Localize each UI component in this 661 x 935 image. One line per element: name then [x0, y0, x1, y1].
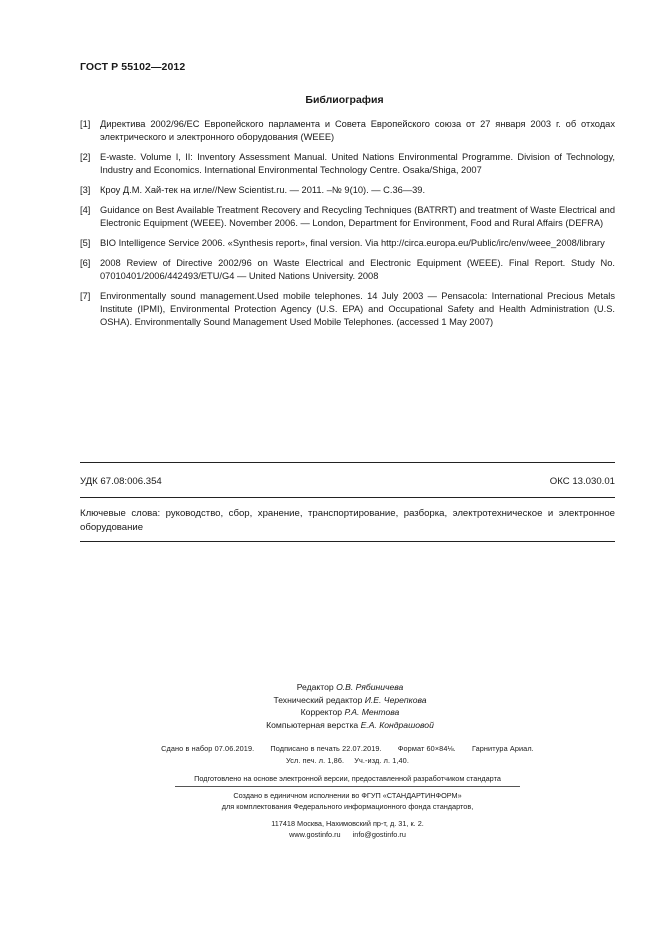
divider-top — [80, 462, 615, 463]
bibliography-item-number: [4] — [80, 205, 91, 215]
bibliography-item — [80, 237, 615, 250]
publisher-web-line — [80, 830, 615, 841]
credit-line — [200, 681, 500, 694]
paper-format: Формат 60×84⅛. — [397, 744, 456, 753]
publisher-address: 117418 Москва, Нахимовский пр-т, д. 31, к. 2. — [271, 819, 424, 828]
bibliography-item — [80, 151, 615, 177]
credit-line — [200, 719, 500, 732]
signed-date: Подписано в печать 22.07.2019. — [270, 744, 382, 753]
typeface: Гарнитура Ариал. — [471, 744, 534, 753]
bibliography-item-text: BIO Intelligence Service 2006. «Synthesis report», final version. Via http://circa.europa.eu/Public/irc/env/weee_2008/library — [100, 238, 605, 248]
divider-middle — [80, 497, 615, 498]
credit-person: Е.А. Кондрашовой — [360, 719, 434, 730]
publisher-line-1: Создано в единичном исполнении во ФГУП «СТАНДАРТИНФОРМ» — [233, 791, 462, 800]
email-link[interactable]: info@gostinfo.ru — [352, 829, 406, 839]
publisher-contacts — [80, 819, 615, 840]
bibliography-item-text: 2008 Review of Directive 2002/96 on Waste Electrical and Electronic Equipment (WEEE). Final Report. Study No. 07010401/2006/442493/ETU/G4 — United Nations University. 2008 — [100, 258, 615, 281]
bibliography-item-number: [1] — [80, 119, 91, 129]
bibliography-item-number: [7] — [80, 291, 91, 301]
credit-line — [200, 706, 500, 719]
publisher-line-2: для комплектования Федерального информационного фонда стандартов, — [221, 801, 474, 811]
bibliography-item-number: [3] — [80, 185, 91, 195]
bibliography-item-number: [2] — [80, 152, 91, 162]
credit-person: Р.А. Ментова — [344, 707, 400, 717]
standard-number: ГОСТ Р 55102—2012 — [80, 61, 186, 73]
bibliography-item-number: [5] — [80, 238, 91, 248]
bibliography-item-text: E-waste. Volume I, II: Inventory Assessment Manual. United Nations Environmental Programme. Division of Technology, Industry and Economics. International Environmental Technology Centre. Osaka/Shiga, 2007 — [100, 152, 615, 175]
bibliography-list — [80, 118, 615, 336]
bibliography-title: Библиография — [305, 94, 384, 106]
udk-code: УДК 67.08:006.354 — [80, 476, 162, 487]
credit-role: Технический редактор — [273, 694, 363, 705]
credit-line — [200, 694, 500, 707]
credit-person: О.В. Рябиничева — [336, 682, 404, 692]
print-info — [80, 743, 615, 767]
print-info-line-2 — [80, 755, 615, 767]
publisher-divider — [175, 786, 520, 787]
bibliography-item — [80, 118, 615, 144]
divider-bottom — [80, 541, 615, 542]
publishing-sheets: Уч.-изд. л. 1,40. — [354, 756, 409, 765]
credit-role: Компьютерная верстка — [266, 719, 359, 730]
credits-block — [200, 681, 500, 731]
bibliography-item-text: Guidance on Best Available Treatment Recovery and Recycling Techniques (BATRRT) and treatment of Waste Electrical and Electronic Equipment (WEEE). November 2006. — London, Department for Environment, Food and Rural Affairs (DEFRA) — [100, 205, 615, 228]
bibliography-item-text: Директива 2002/96/ЕС Европейского парламента и Совета Европейского союза от 27 января 2003 г. об отходах электрического и электронного оборудования (WEEE) — [100, 119, 615, 142]
credit-role: Редактор — [296, 682, 334, 692]
print-info-line-1 — [80, 743, 615, 755]
set-date: Сдано в набор 07.06.2019. — [161, 744, 255, 753]
bibliography-item-text: Кроу Д.М. Хай-тек на игле//New Scientist.ru. — 2011. –№ 9(10). — С.36—39. — [100, 185, 426, 195]
oks-code: ОКС 13.030.01 — [549, 476, 615, 487]
print-sheets: Усл. печ. л. 1,86. — [286, 756, 345, 765]
publisher-block — [80, 791, 615, 812]
keywords: Ключевые слова: руководство, сбор, хранение, транспортирование, разборка, электротехническое и электронное оборудование — [80, 508, 615, 533]
credit-role: Корректор — [300, 707, 343, 717]
bibliography-item — [80, 257, 615, 283]
credit-person: И.Е. Черепкова — [364, 694, 427, 705]
bibliography-item — [80, 184, 615, 197]
bibliography-item — [80, 290, 615, 329]
bibliography-item — [80, 204, 615, 230]
bibliography-item-number: [6] — [80, 258, 91, 268]
prepared-note: Подготовлено на основе электронной версии, предоставленной разработчиком стандарта — [194, 774, 501, 783]
bibliography-item-text: Environmentally sound management.Used mobile telephones. 14 July 2003 — Pensacola: International Precious Metals Institute (IPMI), Environmental Protection Agency (U.S. EPA) and Occupational Safety and Health Administration (U.S. OSHA). Environmentally Sound Management Used Mobile Telephones. (accessed 1 May 2007) — [100, 291, 615, 327]
website-link[interactable]: www.gostinfo.ru — [289, 829, 341, 839]
